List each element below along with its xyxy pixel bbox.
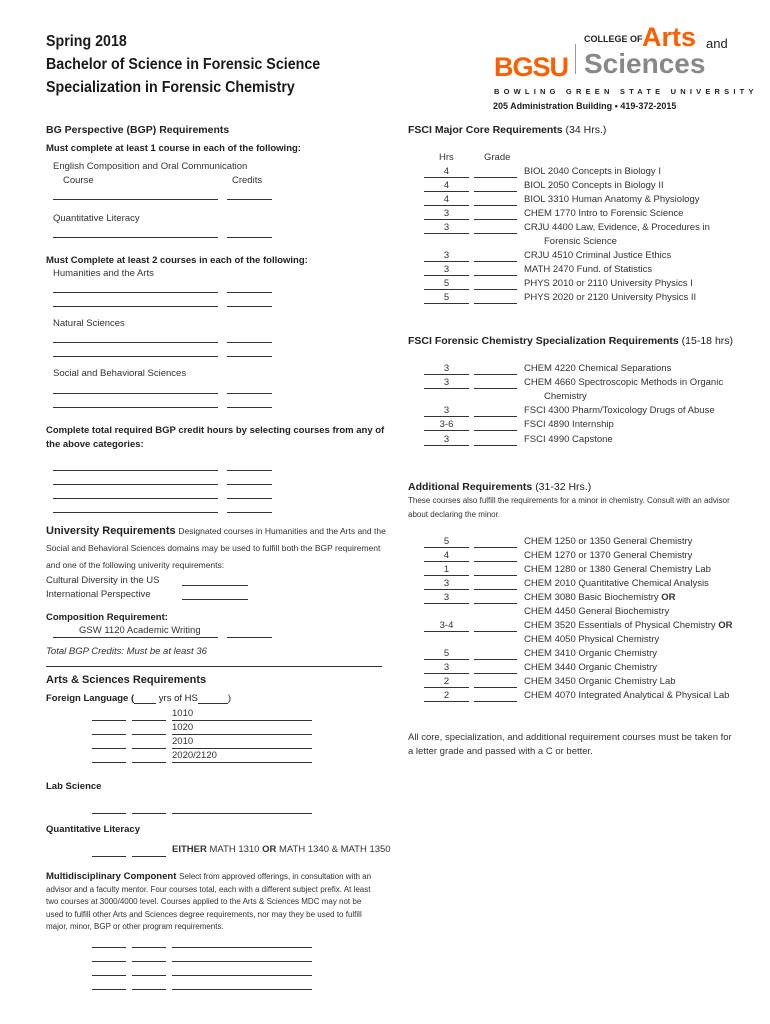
core-course: PHYS 2020 or 2120 University Physics II [524, 292, 697, 303]
core-grade-field[interactable] [474, 221, 517, 234]
core-sub: (34 Hrs.) [565, 124, 607, 136]
additional-grade-field[interactable] [474, 591, 517, 604]
lang-1020-grade-field[interactable] [132, 722, 166, 735]
humanities-course-field-1[interactable] [53, 292, 218, 293]
either-label: EITHER [172, 844, 207, 855]
lab-science-heading: Lab Science [46, 781, 102, 792]
foreign-language-row [46, 693, 231, 704]
core-course: Forensic Science [544, 236, 617, 247]
lang-2010-grade-field[interactable] [132, 736, 166, 749]
additional-grade-field[interactable] [474, 577, 517, 590]
mdc-1-hrs-field[interactable] [92, 935, 126, 948]
additional-course: CHEM 1280 or 1380 General Chemistry Lab [524, 564, 711, 575]
core-grade-field[interactable] [474, 263, 517, 276]
additional-course: CHEM 2010 Quantitative Chemical Analysis [524, 578, 709, 589]
or-label: OR [262, 844, 277, 855]
math-b-label: MATH 1340 & MATH 1350 [279, 844, 391, 855]
extra-credits-field-4[interactable] [227, 512, 272, 513]
additional-hrs: 3 [424, 591, 469, 604]
core-title: FSCI Major Core Requirements [408, 124, 563, 136]
core-course: CRJU 4510 Criminal Justice Ethics [524, 250, 672, 261]
natural-label: Natural Sciences [53, 318, 125, 329]
additional-course: CHEM 3450 Organic Chemistry Lab [524, 676, 676, 687]
extra-course-field-4[interactable] [53, 512, 218, 513]
mdc-2-hrs-field[interactable] [92, 949, 126, 962]
hs-language-field[interactable] [198, 693, 228, 704]
core-grade-field[interactable] [474, 165, 517, 178]
additional-sub: (31-32 Hrs.) [535, 481, 592, 493]
spec-course: CHEM 4660 Spectroscopic Methods in Organic [524, 377, 724, 388]
mdc-heading: Multidisciplinary Component [46, 871, 177, 882]
additional-grade-field[interactable] [474, 675, 517, 688]
core-hrs: 4 [424, 179, 469, 192]
extra-course-field-2[interactable] [53, 484, 218, 485]
lang-2020-grade-field[interactable] [132, 750, 166, 763]
spec-grade-field[interactable] [474, 433, 517, 446]
core-grade-field[interactable] [474, 291, 517, 304]
eng-course-field[interactable] [53, 199, 218, 200]
additional-hrs: 5 [424, 647, 469, 660]
bgp-must1: Must complete at least 1 course in each of the following: [46, 143, 301, 154]
arts-quant-grade-field[interactable] [132, 844, 166, 857]
foreign-label: Foreign Language ( [46, 693, 135, 704]
spec-course: FSCI 4990 Capstone [524, 434, 613, 445]
logo-arts: Arts [642, 22, 697, 52]
mdc-desc: Select from approved offerings, in consultation with an advisor and a faculty mentor. Four courses total, each with a different subject prefix. At least two courses at 3000/4000 level. Courses applied to the Arts & Sciences MDC may not be used to fulfill other Arts and Sciences degree requirements, nor may they be used to fulfill major, minor, BGP or other program requirements. [46, 872, 372, 931]
additional-hrs: 3 [424, 577, 469, 590]
contact-address: 205 Administration Building • 419-372-2015 [493, 101, 677, 111]
spec-hrs: 3-6 [424, 418, 469, 431]
additional-hrs: 3 [424, 661, 469, 674]
lang-2020-hrs-field[interactable] [92, 750, 126, 763]
core-course: CRJU 4400 Law, Evidence, & Procedures in [524, 222, 710, 233]
core-hrs: 3 [424, 249, 469, 262]
or-label: OR [718, 620, 733, 631]
lab-course-field[interactable] [172, 801, 312, 814]
additional-course [524, 591, 676, 604]
lab-grade-field[interactable] [132, 801, 166, 814]
lang-1010-label: 1010 [172, 708, 194, 719]
mdc-4-hrs-field[interactable] [92, 977, 126, 990]
additional-grade-field[interactable] [474, 647, 517, 660]
hs-years-field[interactable] [134, 693, 156, 704]
title-term: Spring 2018 [46, 33, 127, 50]
additional-heading [408, 481, 591, 493]
mdc-4-grade-field[interactable] [132, 977, 166, 990]
additional-hrs: 2 [424, 689, 469, 702]
title-specialization: Specialization in Forensic Chemistry [46, 79, 295, 96]
logo-divider [575, 44, 576, 74]
humanities-credits-field-1[interactable] [227, 292, 272, 293]
extra-credits-field-1[interactable] [227, 470, 272, 471]
social-course-field-1[interactable] [53, 393, 218, 394]
social-credits-field-2[interactable] [227, 407, 272, 408]
college-logo [494, 22, 758, 102]
spec-hrs: 3 [424, 404, 469, 417]
university-desc: Designated courses in Humanities and the Arts and the Social and Behavioral Sciences domains may be used to fulfill both the BGP requirement and one of the following univerity requirements: [46, 526, 386, 570]
university-requirements [46, 523, 386, 574]
additional-hrs: 4 [424, 549, 469, 562]
core-course: MATH 2470 Fund. of Statistics [524, 264, 653, 275]
additional-note: These courses also fulfill the requirements for a minor in chemistry. Consult with an advisor about declaring the minor. [408, 496, 730, 519]
additional-grade-field[interactable] [474, 689, 517, 702]
additional-course: CHEM 3410 Organic Chemistry [524, 648, 658, 659]
logo-and: and [706, 36, 728, 51]
natural-course-field-2[interactable] [53, 356, 218, 357]
arts-heading: Arts & Sciences Requirements [46, 674, 207, 686]
additional-hrs: 3-4 [424, 619, 469, 632]
core-heading [408, 124, 606, 136]
humanities-credits-field-2[interactable] [227, 306, 272, 307]
logo-university: BOWLING GREEN STATE UNIVERSITY [494, 87, 758, 96]
social-label: Social and Behavioral Sciences [53, 368, 187, 379]
bgp-complete-total: Complete total required BGP credit hours by selecting courses from any of the above categories: [46, 425, 385, 450]
bgp-must2: Must Complete at least 2 courses in each of the following: [46, 255, 308, 266]
spec-title: FSCI Forensic Chemistry Specialization Requirements [408, 335, 679, 347]
mdc-block [46, 871, 380, 934]
extra-course-field-3[interactable] [53, 498, 218, 499]
spec-course: FSCI 4300 Pharm/Toxicology Drugs of Abuse [524, 405, 715, 416]
natural-credits-field-1[interactable] [227, 342, 272, 343]
lab-hrs-field[interactable] [92, 801, 126, 814]
mdc-1-grade-field[interactable] [132, 935, 166, 948]
lang-2010-hrs-field[interactable] [92, 736, 126, 749]
lang-2010-label: 2010 [172, 736, 194, 747]
cultural-diversity-label: Cultural Diversity in the US [46, 575, 160, 586]
core-hrs: 5 [424, 291, 469, 304]
lang-1020-label: 1020 [172, 722, 194, 733]
foreign-close: ) [227, 693, 232, 704]
spec-course: CHEM 4220 Chemical Separations [524, 363, 672, 374]
core-course: PHYS 2010 or 2110 University Physics I [524, 278, 693, 289]
additional-grade-field[interactable] [474, 661, 517, 674]
spec-heading [408, 335, 733, 347]
quant-credits-field[interactable] [227, 237, 272, 238]
spec-hrs: 3 [424, 433, 469, 446]
spec-grade-field[interactable] [474, 404, 517, 417]
core-grade-field[interactable] [474, 207, 517, 220]
section-divider [46, 666, 382, 667]
grade-col-label: Grade [484, 152, 511, 163]
university-heading: University Requirements [46, 525, 176, 537]
quant-label: Quantitative Literacy [53, 213, 140, 224]
spec-grade-field[interactable] [474, 376, 517, 389]
additional-course: CHEM 4450 General Biochemistry [524, 606, 670, 617]
mdc-3-course-field[interactable] [172, 963, 312, 976]
lang-1020-hrs-field[interactable] [92, 722, 126, 735]
core-grade-field[interactable] [474, 249, 517, 262]
lang-1010-hrs-field[interactable] [92, 708, 126, 721]
additional-course: CHEM 3440 Organic Chemistry [524, 662, 658, 673]
eng-comp-label: English Composition and Oral Communication [53, 161, 248, 172]
international-field[interactable] [182, 599, 248, 600]
core-hrs: 3 [424, 207, 469, 220]
mdc-4-course-field[interactable] [172, 977, 312, 990]
core-grade-field[interactable] [474, 277, 517, 290]
humanities-label: Humanities and the Arts [53, 268, 154, 279]
mdc-3-hrs-field[interactable] [92, 963, 126, 976]
yrs-hs-label: yrs of HS [158, 693, 198, 704]
mdc-3-grade-field[interactable] [132, 963, 166, 976]
extra-course-field-1[interactable] [53, 470, 218, 471]
additional-grade-field[interactable] [474, 535, 517, 548]
spec-course: Chemistry [544, 391, 587, 402]
core-hrs: 3 [424, 221, 469, 234]
additional-grade-field[interactable] [474, 549, 517, 562]
total-bgp-note: Total BGP Credits: Must be at least 36 [46, 646, 207, 657]
spec-hrs: 3 [424, 362, 469, 375]
social-course-field-2[interactable] [53, 407, 218, 408]
social-credits-field-1[interactable] [227, 393, 272, 394]
additional-course: CHEM 1250 or 1350 General Chemistry [524, 536, 693, 547]
core-grade-field[interactable] [474, 179, 517, 192]
natural-credits-field-2[interactable] [227, 356, 272, 357]
core-course: BIOL 2040 Concepts in Biology I [524, 166, 661, 177]
core-hrs: 4 [424, 193, 469, 206]
gsw-credits-field[interactable] [227, 637, 272, 638]
spec-grade-field[interactable] [474, 418, 517, 431]
mdc-2-grade-field[interactable] [132, 949, 166, 962]
additional-course: CHEM 1270 or 1370 General Chemistry [524, 550, 693, 561]
math-options [172, 844, 391, 856]
additional-course [524, 619, 733, 632]
arts-quant-hrs-field[interactable] [92, 844, 126, 857]
core-course: BIOL 2050 Concepts in Biology II [524, 180, 664, 191]
additional-course: CHEM 4070 Integrated Analytical & Physical Lab [524, 690, 730, 701]
additional-course-text: CHEM 3520 Essentials of Physical Chemistry [524, 620, 716, 631]
international-label: International Perspective [46, 589, 151, 600]
composition-heading: Composition Requirement: [46, 612, 168, 623]
core-hrs: 4 [424, 165, 469, 178]
spec-hrs: 3 [424, 376, 469, 389]
additional-hrs: 1 [424, 563, 469, 576]
logo-bgsu: BGSU [494, 52, 569, 82]
credits-col-label: Credits [232, 175, 263, 186]
core-grade-field[interactable] [474, 193, 517, 206]
logo-college-of: COLLEGE OF [584, 34, 643, 44]
core-course: BIOL 3310 Human Anatomy & Physiology [524, 194, 700, 205]
hrs-col-label: Hrs [439, 152, 454, 163]
humanities-course-field-2[interactable] [53, 306, 218, 307]
bgp-heading: BG Perspective (BGP) Requirements [46, 124, 230, 136]
lang-2020-label: 2020/2120 [172, 750, 217, 761]
extra-credits-field-2[interactable] [227, 484, 272, 485]
course-col-label: Course [63, 175, 94, 186]
logo-sciences: Sciences [584, 48, 706, 79]
additional-grade-field[interactable] [474, 563, 517, 576]
core-hrs: 3 [424, 263, 469, 276]
title-degree: Bachelor of Science in Forensic Science [46, 56, 321, 73]
spec-sub: (15-18 hrs) [681, 335, 734, 347]
spec-grade-field[interactable] [474, 362, 517, 375]
additional-hrs: 2 [424, 675, 469, 688]
additional-title: Additional Requirements [408, 481, 533, 493]
page-title [46, 30, 320, 99]
additional-course-text: CHEM 3080 Basic Biochemistry [524, 592, 659, 603]
gsw-course: GSW 1120 Academic Writing [53, 625, 218, 638]
math-a-label: MATH 1310 [209, 844, 260, 855]
eng-credits-field[interactable] [227, 199, 272, 200]
mdc-1-course-field[interactable] [172, 935, 312, 948]
grade-requirement-note: All core, specialization, and additional requirement courses must be taken for a letter grade and passed with a C or better. [408, 732, 732, 757]
core-hrs: 5 [424, 277, 469, 290]
arts-quant-heading: Quantitative Literacy [46, 824, 140, 835]
core-course: CHEM 1770 Intro to Forensic Science [524, 208, 684, 219]
cultural-diversity-field[interactable] [182, 585, 248, 586]
additional-course: CHEM 4050 Physical Chemistry [524, 634, 660, 645]
mdc-2-course-field[interactable] [172, 949, 312, 962]
additional-hrs: 5 [424, 535, 469, 548]
lang-1010-grade-field[interactable] [132, 708, 166, 721]
quant-course-field[interactable] [53, 237, 218, 238]
or-label: OR [661, 592, 676, 603]
additional-grade-field[interactable] [474, 619, 517, 632]
extra-credits-field-3[interactable] [227, 498, 272, 499]
natural-course-field-1[interactable] [53, 342, 218, 343]
spec-course: FSCI 4890 Internship [524, 419, 614, 430]
